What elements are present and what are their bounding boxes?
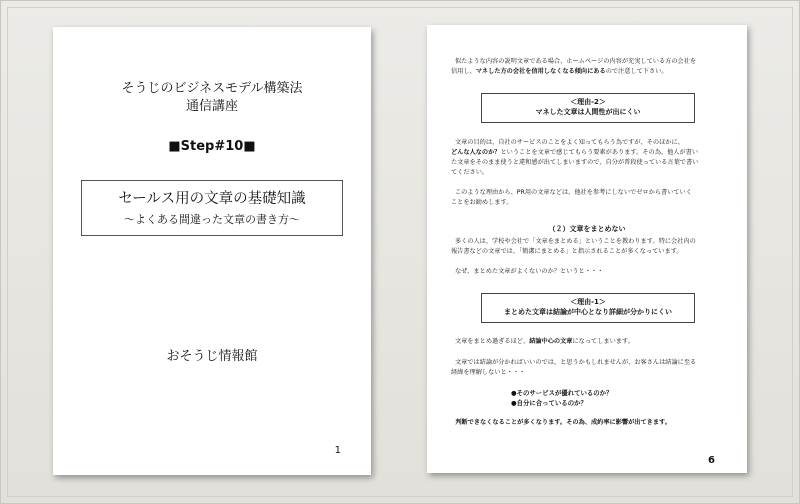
reason-title: ＜理由-2＞ <box>570 98 606 106</box>
page-number: 1 <box>334 445 341 456</box>
cover-heading-box <box>81 180 343 236</box>
paragraph: 多くの人は、学校や会社で「文章をまとめる」ということを教わります。特に会社内の 報告書などの文章では、「簡潔にまとめる」と指示されることが多くなっています。 <box>451 238 696 255</box>
paragraph: なぜ、まとめた文章がよくないのか？というと・・・ <box>454 268 604 275</box>
reason-text: マネした文章は人間性が出にくい <box>535 108 641 116</box>
cover-page <box>53 27 371 475</box>
paragraph: 文章では結論が分かればいいのでは、と思うかもしれませんが、お客さんは結論に至る 経緯を理解しないと・・・ <box>451 359 697 376</box>
bullet-item: ●そのサービスが優れているのか？ <box>511 389 613 397</box>
course-title: そうじのビジネスモデル構築法 <box>121 81 303 96</box>
bullet-item: ●自分に合っているのか？ <box>511 399 587 407</box>
reason-box <box>481 93 695 123</box>
reason-text: まとめた文章は結論が中心となり詳細が分かりにくい <box>504 308 672 316</box>
course-subtitle: 通信講座 <box>185 99 238 114</box>
content-page <box>427 25 747 473</box>
paragraph: 似たような内容の説明文章である場合、ホームページの内容が充実している方の会社を 信用し、マネした方の会社を信用しなくなる傾向にあるので注意して下さい。 <box>451 58 697 75</box>
publisher-name: おそうじ情報館 <box>166 349 258 364</box>
cover-heading: セールス用の文章の基礎知識 <box>118 191 306 207</box>
page-number: 6 <box>708 455 715 466</box>
paragraph: このような理由から、PR用の文章などは、他社を参考にしないでゼロから書いていく ことをお勧めします。 <box>451 189 692 206</box>
section-heading: （２）文章をまとめない <box>548 225 626 233</box>
paragraph: 文章をまとめ過ぎるほど、結論中心の文章になってしまいます。 <box>454 338 634 345</box>
paragraph: 判断できなくなることが多くなります。その為、成約率に影響が出てきます。 <box>455 419 671 426</box>
reason-title: ＜理由-1＞ <box>570 298 606 306</box>
reason-box <box>481 293 695 323</box>
paragraph: 文章の目的は、自社のサービスのことをよく知ってもらう為ですが、そのほかに、 どんな人なのか？ということを文章で感じてもらう要素があります。その為、他人が書い た文章をそのまま使うと違和感が出てしまいますので、自分が普段使っている言葉で書い てください。 <box>451 139 699 176</box>
cover-subheading: 〜よくある間違った文章の書き方〜 <box>124 213 300 226</box>
step-label: ■Step#10■ <box>168 139 256 154</box>
